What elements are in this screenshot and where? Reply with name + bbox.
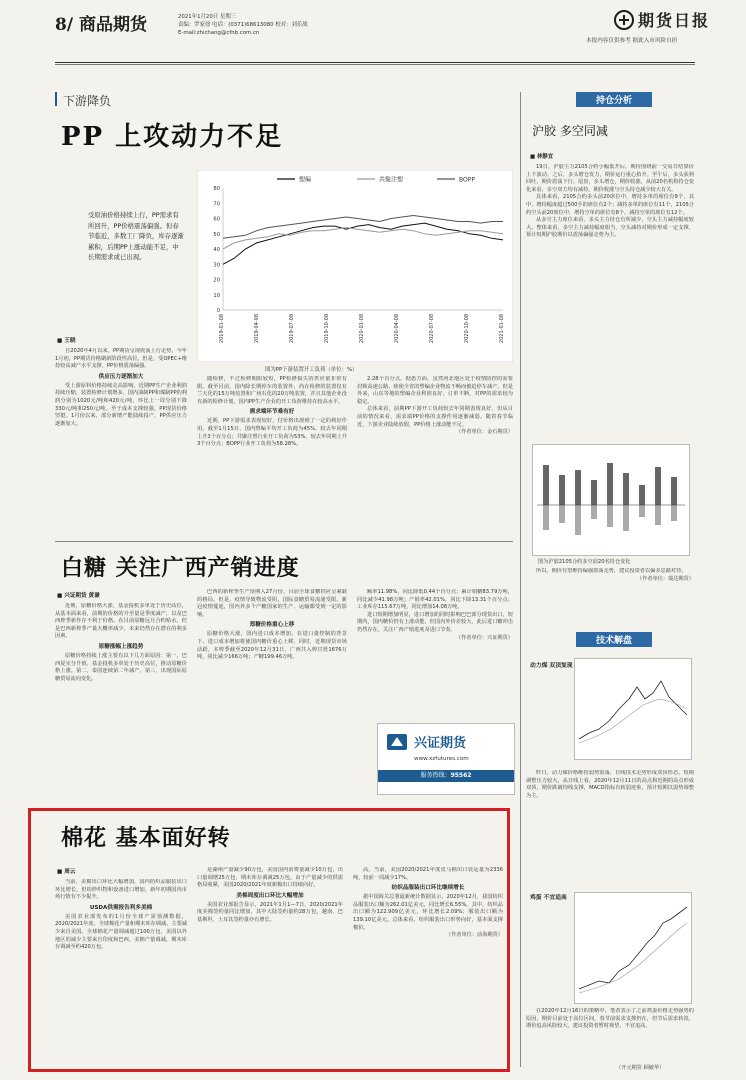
sidebar-author: （作者单位：瑞达期货） [636,575,694,582]
cotton-col1-subhead: USDA供需报告利多美棉 [89,904,153,911]
pp-article [55,78,513,538]
y-tick-label: 40 [213,247,220,253]
cotton-col3 [353,867,503,1063]
coal-kline-svg [575,659,691,759]
xz-logo-text: 兴证期货 [414,736,467,751]
sidebar-para3: 从多空主力席位来看，多头主力持仓有所减少，空头主力减持幅度较大。整体来看，多空主力减持幅度相当，空头减持对期价形成一定支撑，预计短期沪胶期价以震荡偏强走势为主。 [526,217,694,239]
editor-line: 责编：罗家徐 电话：(0371)68613080 校对：刘乐战 [178,22,308,28]
tech1-text [526,770,694,880]
tech1-para: 昨日，动力煤价格维持弱势震荡，日线技术走势形成双顶形态，短期调整压力较大。从日线上看，2020年12月11日的高点和近期的高点形成双顶，期价跌破均线支撑，MACD指标有转弱迹象，预计短期以弱势调整为主。 [526,770,694,799]
masthead-rule-thin [55,64,695,65]
cotton-col2-subhead: 美棉周度出口环比大幅增加 [236,892,304,899]
sidebar-para1: 19日，沪胶主力2105合约小幅低开后，期价围绕前一交易日结算价上下波动。之后，多头增仓发力，期价运行重心抬升。至午后，多头获利回吐，期价震荡下行。尾盘，多头增仓，期价收涨。从前20名机构持仓变化来看，多空双方均有减持，期价收涨与空头持仓减少较大有关。 [526,164,694,193]
xz-ad-top [386,732,466,751]
sugar-byline: ■ 兴证期货 黄谦 [57,593,100,599]
y-tick-label: 50 [213,231,220,238]
x-tick-label: 2019-04-08 [254,314,260,344]
paper-name: 期货日报 [638,11,711,30]
pp-kicker-bar [55,92,57,106]
x-tick-label: 2020-04-08 [394,314,400,344]
tech2-author: （开元期货 顾敏华） [616,1065,665,1071]
cotton-col2-para: 是湖州产量减少90万包，美国国内消费量减少10万包，出口量调增25万包，期末库存调减25万包。由于产量减少的供需格局收紧，美国2020/2021年度新棉出口持续向好。 [197,867,343,889]
pp-chart-svg [197,170,513,362]
pp-col3 [357,376,513,538]
xz-ad[interactable] [377,723,515,795]
sugar-col3-para: 额率11.98%，同比降低0.44个百分点；累计销糖83.79万吨，同比减少41.98万吨；产销率42.01%，同比下降13.31个百分点；工业库存115.67万吨，同比增加14.08万吨。 [357,589,513,611]
cotton-col1-para2: 美国农业部发布的1月份全球产需预测数据，2020/2021年度，全球棉花产量和期末库存调减，主要减少来自美国。全球棉花产量调减超过100万包，美国以外地区的减少主要来自印度和巴西。美棉产量调减，期末库存调减至约420万包。 [55,913,187,951]
xz-hotline-label: 服务热线： [420,772,451,779]
sugar-headline: 白糖 关注广西产销进度 [61,555,300,581]
cotton-byline: ■ 周云 [57,869,76,875]
sugar-col2-para2: 原糖价格大涨，国内进口成本增加。在进口量控制的背景下，进口成本增加将使国内糖价重心上移。同时，近期现货市场活跃，本榨季截至2020年12月31日，广西共入榨甘蔗1676万吨，同比减少166万吨；产糖199.46万吨。 [197,631,347,661]
legend-label-0: 塑编 [299,176,312,184]
y-tick-label: 10 [213,292,220,299]
y-tick-label: 20 [213,277,220,284]
tech2-headline: 鸡蛋 不宜追高 [530,895,567,901]
sidebar-divider [520,92,521,1067]
cotton-author: （作者单位：前海期货） [445,932,503,939]
holdings-chart-svg [533,445,689,555]
y-tick-label: 80 [213,186,220,192]
masthead-rule [55,62,695,63]
y-tick-label: 0 [216,308,220,314]
y-tick-label: 70 [213,201,220,208]
legend-label-2: BOPP [459,176,475,184]
sugar-col1 [55,603,187,803]
sugar-article [55,545,513,807]
sugar-col2-para: 巴西的新榨季生产预期入27月份，目前全球食糖供应呈紧缺的格局。但是，疫情导致物流受阻，国际食糖贸易流通受限。新冠疫情蔓延，国内外多个产糖国家的生产、运输都受到一定的影响。 [197,589,347,618]
egg-kline-svg [575,893,691,1003]
sidebar-headline: 沪胶 多空同减 [532,124,608,138]
pp-col2-para2: 近期，PP下游需求表现较好，付价格出现到了一定的利好作用。截至1月15日，国内塑编平均开工负荷为45%，较去年同期上升3个百分点；共聚注塑行业开工负荷为53%，较去年同期上升3个百分点；BOPP行业开工负荷为58.28%。 [197,418,347,448]
paper-emblem-icon [614,10,634,30]
pp-col2-subhead: 需求端环节难有好 [249,409,295,416]
sugar-col2-subhead: 郑糖价格重心上移 [249,622,295,629]
holdings-chart [532,444,690,556]
tech2-para: 在2020年12月16日的策略中，笔者表示了之前鸡蛋价格走势强势的原因，期价目前处于高位区间，春节前需求支撑仍在，但节后需求转淡，期价追高风险较大，建议投资者暂时观望，不宜追高。 [526,1008,694,1030]
tech1-headline: 动力煤 双顶复现 [530,663,573,669]
sugar-author: （作者单位：兴证期货） [455,634,513,641]
x-tick-label: 2020-07-08 [429,314,435,344]
masthead [0,0,746,68]
pp-col2 [197,376,347,538]
section-title-tech: 技术解盘 [576,632,652,647]
pp-col2-para: 随检修，不过检修期限较短，PP检修损失的供应量非常有限。截至目前，国内除长期停车的装置外，尚在检修的装置仅有兰天化的15万吨装置和广州石化的20万吨装置，并且其他企业没有新的检修计划，国内PP生产企业的开工负荷维持在较高水平。 [197,376,347,405]
holdings-chart-caption: 图为沪胶2105合约多空前20名持仓变化 [538,559,631,565]
pp-chart-caption: 图为PP下游装置开工负荷（单位：%） [265,367,358,373]
pp-col1-subhead: 供应压力逐渐加大 [98,373,144,380]
cotton-headline: 棉花 基本面好转 [61,825,231,851]
issue-date: 2021年1月20日 星期三 [178,14,237,20]
pp-col1 [55,348,187,538]
sidebar-para4: 所以，期价有望维持偏强震荡走势，建议投资者以偏多思路对待。 [536,568,687,574]
x-tick-label: 2021-01-08 [499,314,505,344]
slogan: 本报内容仅供参考 据此入市风险自担 [586,38,678,44]
sidebar-byline: ■ 林静宜 [530,154,554,160]
cotton-col1 [55,879,187,1063]
tech2-text [526,1008,694,1064]
sidebar-para2: 具体来看，2105合约多头前20席位中，增持多单的席位有9个，其中，增持幅度超过500手的席位有2个；减持多单的席位有11个。2105合约空头前20席位中，增持空单的席位有8个，减持空单的席位有12个。 [526,194,694,216]
pp-col3-para: 2.28个百分点。据悉方面，虽然河北地区处于疫情防控的需要封锁高速公路，致使全省的塑编企业物流不畅而被迫停车减产。但是外来，山东等地的塑编企业利润良好，订单不断，对PP的需求较为稳定。 [357,376,513,405]
xz-hotline-bar [378,770,514,782]
sugar-col1-para2: 原糖价格持续上涨主要有以下几方面原因：第一，巴西夏室分升值，基金投机多单处于历史高位，推动原糖价格上涨。第二，泰国连续第二年减产。第三，出现国际原糖贸易流向变化。 [55,652,187,682]
y-tick-label: 60 [213,216,220,223]
sidebar [526,92,694,1072]
pp-col3-para2: 总体来看，前期PP下游开工负荷较去年同期表现良好，但从目前的情况来看，需求端PP价格的支撑作用逐渐减弱。随着春节临近，下游企业陆续放假，PP价格上涨动能不足。 [357,406,513,428]
cotton-col3-subhead: 纺织品服装出口环比继续增长 [391,885,465,892]
sugar-col3-para2: 进口短期增加明显，进口增加的同时影响巴巴部分现货出口，短期内，国内糖价仍有上涨动能，但国内外价差较大，此后进口糖冲击仍然存在，关注广西产销进度及进口节奏。 [357,611,513,633]
cotton-col1-para: 当前，美棉出口环比大幅增加，国内纺织品服装出口环比增长，但纺纱织物和设备进口增加，新年初期国内市场行情有不少提升。 [55,879,187,901]
x-tick-label: 2020-01-08 [359,314,365,344]
x-tick-label: 2019-07-08 [289,314,295,344]
cotton-col2-para2: 美国农业部报告显示，2021年1月1—7日，2020/2021年度美棉签约量同比增加，其中大陆签约量约28万包，越南、巴基斯坦、土耳其签约量亦有增长。 [197,901,343,923]
pp-byline: ■ 王晓 [57,338,76,344]
pp-headline: PP 上攻动力不足 [61,122,284,152]
xz-hotline: 95562 [450,772,472,779]
sidebar-text-2 [526,568,694,608]
xz-url[interactable]: www.xzfutures.com [414,756,469,762]
y-tick-label: 30 [213,262,220,269]
pp-chart [197,170,513,362]
pp-col1-para2: 受上游原料价格持续走高影响，近期PP生产企业利润持续压缩，装置检修计划增多。国内油制PP和煤制PP的利润分别为1020元/吨和420元/吨，环比上一周分别下降330元/吨和250元/吨。至于成本支撑较强，PP现货价格坚挺。1月份以来，部分新增产能陆续投产，PP供应压力逐渐加大。 [55,382,187,427]
cotton-article [28,808,510,1072]
masthead-info [178,13,308,37]
sugar-col1-subhead: 原糖涨幅上涨趋势 [98,643,144,650]
paper-logo [614,8,710,31]
legend-label-1: 共聚注塑 [379,176,404,184]
pp-kicker: 下游降负 [63,94,112,108]
x-tick-label: 2019-01-08 [219,314,225,344]
pp-author: （作者单位：金石期货） [455,429,513,436]
egg-kline-chart [574,892,692,1004]
sugar-col3 [357,589,513,715]
coal-kline-chart [574,658,692,760]
sugar-col2 [197,589,347,805]
email-line: E-mail:zhichang@cfnb.com.cn [178,30,260,36]
sugar-col1-para: 近期，原糖价格大涨，基金投机多单处于历史高位，从基本面来看，前期的价格的升至量是季度减产，以及巴西榨季新作存不利于价格。在目前原糖远月合约贴水，但是巴西新榨季产量大概率减少，未来仍然存在潜在的利多因素。 [55,603,187,640]
pp-bottom-rule [55,541,513,542]
pp-col1-para: 自2020年4月以来，PP期货呈现震荡上行走势，今年1月初，PP期货价格刷新阶段性高位。但是，受OPEC+维持较高减产水平支撑，PP价格震荡偏强。 [55,348,187,370]
page-label: 8/ 商品期货 [55,15,147,35]
cotton-col2 [197,867,343,1063]
cotton-col3-para2: 据中国海关总署最新统计数据显示，2020年12月，我国纺织品服装出口额为262.01亿美元，同比增长6.55%。其中，纺织品出口额为122.909亿美元，环比增长2.09%；服装出口额为139.10亿美元。总体来看，纺织服装出口形势向好，基本面支撑棉价。 [353,894,503,931]
section-title-holdings: 持仓分析 [576,92,652,107]
x-tick-label: 2019-10-08 [324,314,330,344]
x-tick-label: 2020-10-08 [464,314,470,344]
pp-intro: 受原油价格持续上行，PP需求有所回升，PP价格震荡偏强。但春节临近，多数工厂降负，库存逐渐累积，后期PP上涨动能不足，中长期需求或已出现。 [88,211,184,261]
xz-logo-icon [386,733,408,751]
cotton-col3-para: 高。当前，美国2020/2021年度皮马棉出口装运量为2336吨，较前一周减少17%。 [353,867,503,881]
